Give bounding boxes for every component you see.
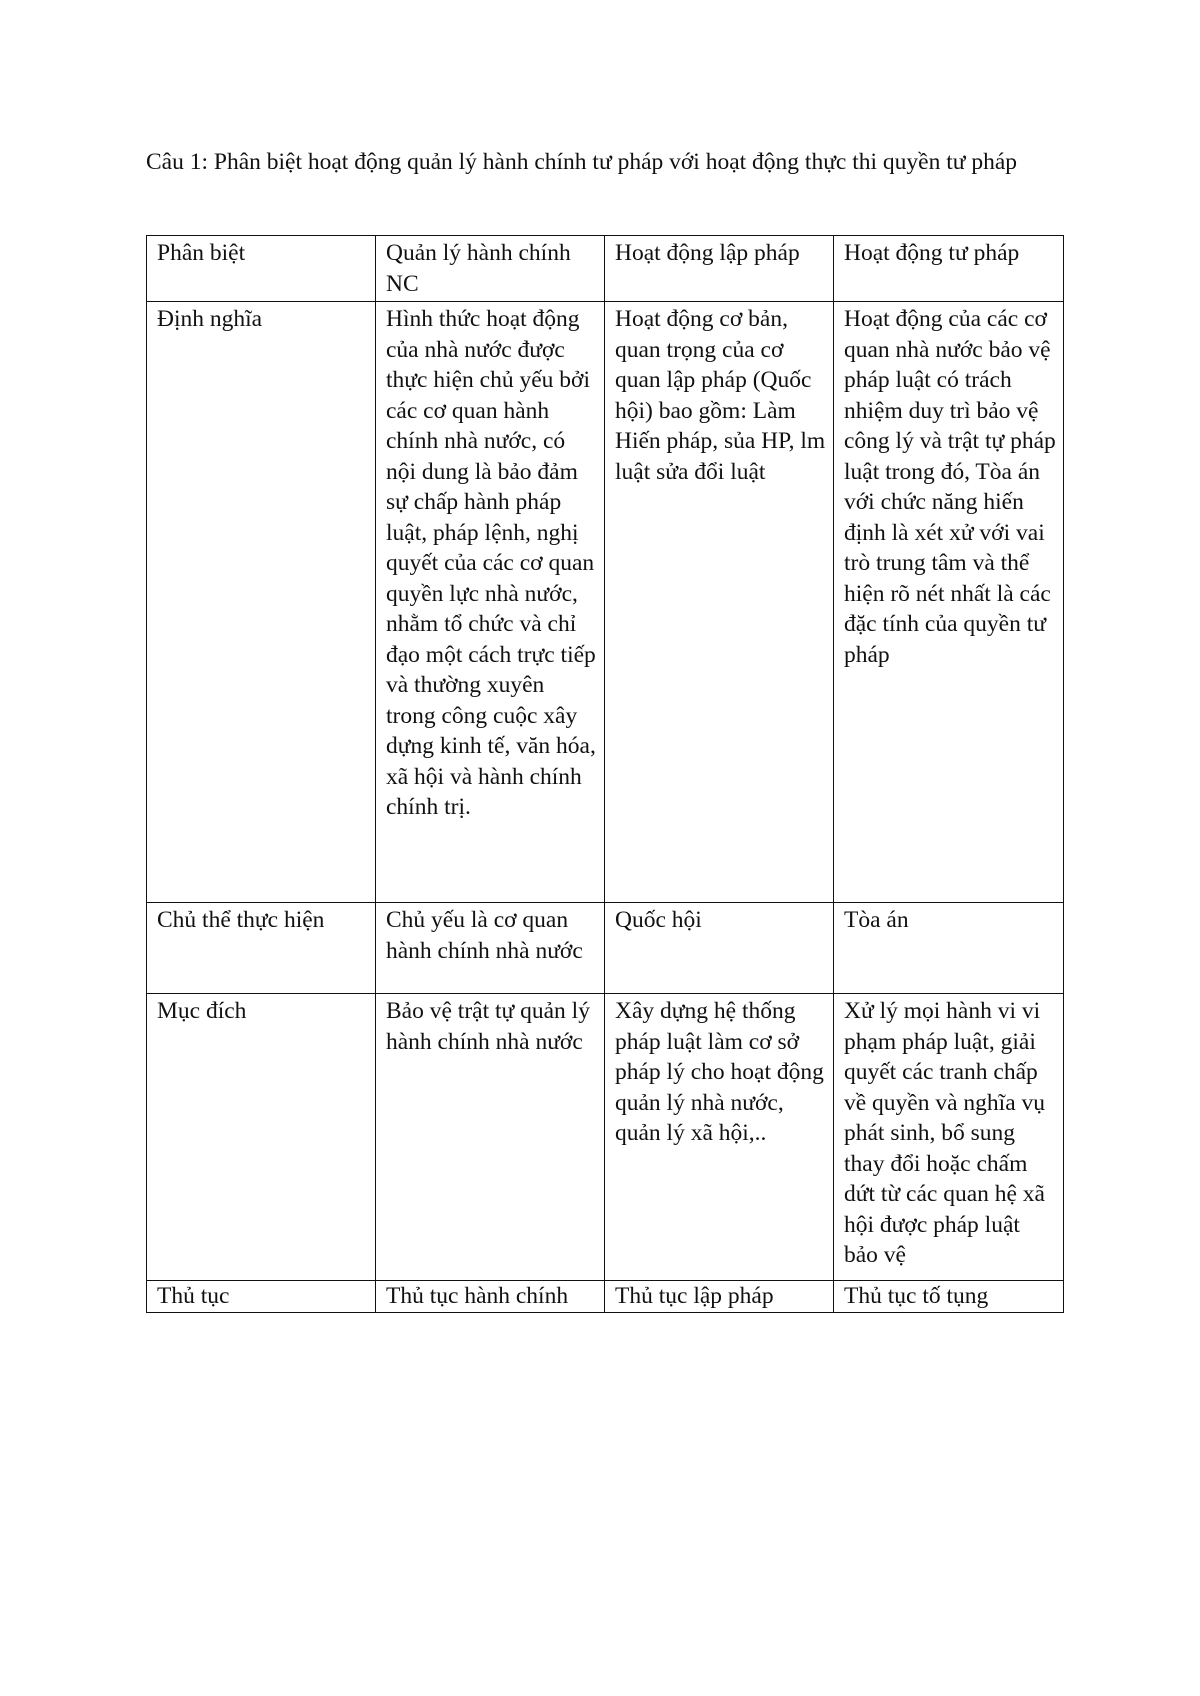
table-row-procedure	[147, 1281, 1064, 1313]
comparison-table	[146, 235, 1064, 1313]
row-label-purpose: Mục đích	[147, 994, 376, 1281]
header-cell-criteria: Phân biệt	[147, 236, 376, 302]
header-cell-administration: Quản lý hành chính NC	[376, 236, 605, 302]
cell-purpose-administration: Bảo vệ trật tự quản lý hành chính nhà nước	[376, 994, 605, 1281]
header-cell-legislative: Hoạt động lập pháp	[605, 236, 834, 302]
row-label-procedure: Thủ tục	[147, 1281, 376, 1313]
row-label-definition: Định nghĩa	[147, 302, 376, 903]
table-row-definition	[147, 302, 1064, 903]
cell-procedure-administration: Thủ tục hành chính	[376, 1281, 605, 1313]
cell-definition-judicial: Hoạt động của các cơ quan nhà nước bảo vệ pháp luật có trách nhiệm duy trì bảo vệ công lý và trật tự pháp luật trong đó, Tòa án với chức năng hiến định là xét xử với vai trò trung tâm và thể hiện rõ nét nhất là các đặc tính của quyền tư pháp	[834, 302, 1064, 903]
table-header-row	[147, 236, 1064, 302]
cell-procedure-judicial: Thủ tục tố tụng	[834, 1281, 1064, 1313]
cell-subject-legislative: Quốc hội	[605, 903, 834, 994]
cell-purpose-judicial: Xử lý mọi hành vi vi phạm pháp luật, giải quyết các tranh chấp về quyền và nghĩa vụ phát sinh, bổ sung thay đổi hoặc chấm dứt từ các quan hệ xã hội được pháp luật bảo vệ	[834, 994, 1064, 1281]
row-label-subject: Chủ thể thực hiện	[147, 903, 376, 994]
cell-purpose-legislative: Xây dựng hệ thống pháp luật làm cơ sở pháp lý cho hoạt động quản lý nhà nước, quản lý xã hội,..	[605, 994, 834, 1281]
header-cell-judicial: Hoạt động tư pháp	[834, 236, 1064, 302]
table-row-purpose	[147, 994, 1064, 1281]
table-row-subject	[147, 903, 1064, 994]
cell-subject-administration: Chủ yếu là cơ quan hành chính nhà nước	[376, 903, 605, 994]
cell-definition-administration: Hình thức hoạt động của nhà nước được thực hiện chủ yếu bởi các cơ quan hành chính nhà nước, có nội dung là bảo đảm sự chấp hành pháp luật, pháp lệnh, nghị quyết của các cơ quan quyền lực nhà nước, nhằm tổ chức và chỉ đạo một cách trực tiếp và thường xuyên trong công cuộc xây dựng kinh tế, văn hóa, xã hội và hành chính chính trị.	[376, 302, 605, 903]
cell-procedure-legislative: Thủ tục lập pháp	[605, 1281, 834, 1313]
cell-definition-legislative: Hoạt động cơ bản, quan trọng của cơ quan lập pháp (Quốc hội) bao gồm: Làm Hiến pháp, sủa HP, lm luật sửa đổi luật	[605, 302, 834, 903]
cell-subject-judicial: Tòa án	[834, 903, 1064, 994]
question-title: Câu 1: Phân biệt hoạt động quản lý hành chính tư pháp với hoạt động thực thi quyền tư pháp	[146, 149, 1018, 175]
